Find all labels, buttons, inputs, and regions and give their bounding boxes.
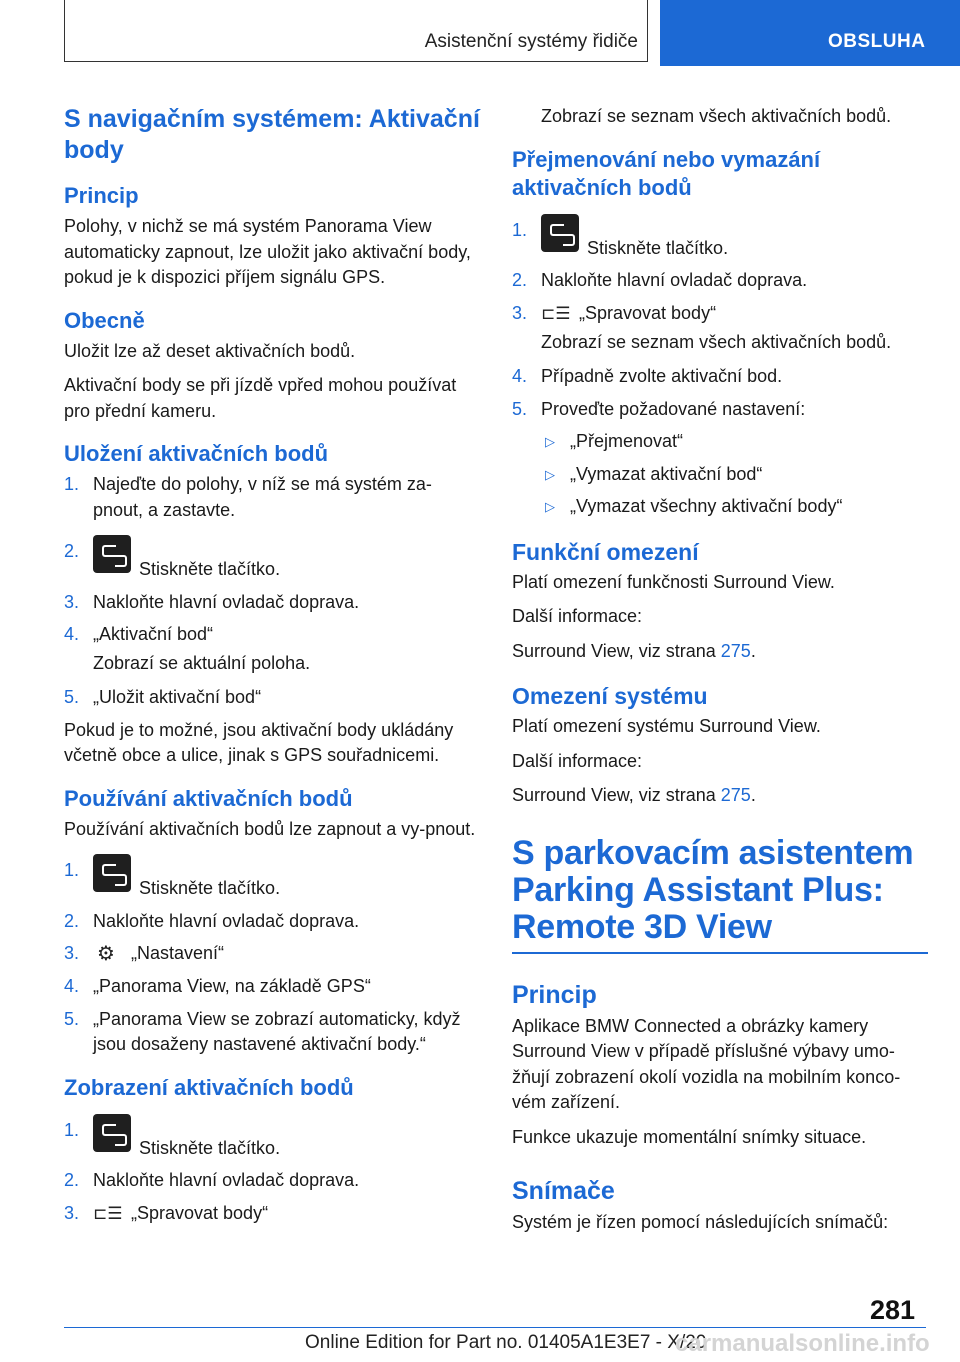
step-text: Stiskněte tlačítko. bbox=[139, 878, 281, 898]
list-item bbox=[64, 974, 480, 1000]
step-text: Nakloňte hlavní ovladač doprava. bbox=[93, 910, 360, 931]
reference-dot: . bbox=[750, 640, 756, 661]
step-number: 1. bbox=[512, 219, 528, 240]
prejmenovani-heading: Přejmenování nebo vymazání aktivačních bodů bbox=[512, 146, 821, 200]
step-number: 2. bbox=[64, 910, 80, 931]
zobrazeni-note: Zobrazí se seznam všech aktivačních bodů. bbox=[541, 106, 892, 126]
list-item bbox=[64, 622, 480, 648]
option-text: „Přejmenovat“ bbox=[570, 431, 684, 451]
reference-text: Surround View, viz strana bbox=[512, 785, 721, 805]
step-number: 1. bbox=[64, 860, 80, 880]
princip-text: Polohy, v nichž se má systém Panorama View automaticky zapnout, lze uložit jako aktivační body, pokud je k dispozici příjem signálu GPS. bbox=[64, 216, 471, 287]
footer-edition: Online Edition for Part no. 01405A1E3E7 - X/20 bbox=[305, 1332, 707, 1353]
list-item bbox=[64, 1007, 480, 1058]
step-text: „Aktivační bod“ bbox=[93, 624, 214, 644]
footer-divider bbox=[64, 1327, 926, 1328]
step-text: „Spravovat body“ bbox=[131, 1202, 269, 1223]
list-item bbox=[64, 1168, 480, 1194]
funkcni-text-2: Další informace: bbox=[512, 606, 643, 626]
step-text: „Spravovat body“ bbox=[579, 302, 717, 323]
funkcni-reference bbox=[512, 639, 928, 665]
page-link[interactable]: 275 bbox=[720, 640, 751, 661]
page-link[interactable]: 275 bbox=[720, 785, 751, 805]
step-text: Najeďte do polohy, v níž se má systém za-pnout, a zastavte. bbox=[93, 474, 432, 520]
triangle-bullet-icon: ▷ bbox=[545, 466, 555, 482]
reference-dot: . bbox=[750, 785, 756, 805]
step-text: Nakloňte hlavní ovladač doprava. bbox=[93, 591, 360, 612]
princip-2-text-1: Aplikace BMW Connected a obrázky kamery Surround View v případě příslušné výbavy umo-žňují zobrazení okolí vozidla na mobilním konco-vém zařízení. bbox=[512, 1015, 901, 1112]
chapter-title: S parkovacím asistentem Parking Assistant Plus: Remote 3D View bbox=[512, 835, 928, 954]
list-item bbox=[64, 539, 480, 583]
main-title: S navigačním systémem: Aktivační body bbox=[64, 105, 480, 164]
step-text: Nakloňte hlavní ovladač doprava. bbox=[93, 1170, 360, 1190]
princip-2-heading: Princip bbox=[512, 980, 597, 1009]
funkcni-text-1: Platí omezení funkčnosti Surround View. bbox=[512, 571, 835, 592]
step-number: 2. bbox=[64, 1170, 80, 1190]
step-number: 3. bbox=[64, 591, 80, 612]
list-icon: ⊏☰ bbox=[93, 1204, 123, 1223]
list-item bbox=[512, 397, 928, 423]
step-number: 5. bbox=[64, 687, 80, 707]
princip-heading: Princip bbox=[64, 183, 139, 208]
step-note: Zobrazí se aktuální poloha. bbox=[93, 652, 311, 673]
page-number: 281 bbox=[870, 1295, 916, 1325]
obecne-heading: Obecně bbox=[64, 307, 145, 333]
ulozeni-heading: Uložení aktivačních bodů bbox=[64, 441, 329, 466]
step-text: „Nastavení“ bbox=[131, 943, 225, 963]
step-number: 2. bbox=[64, 541, 80, 561]
step-text: Nakloňte hlavní ovladač doprava. bbox=[541, 270, 808, 290]
camera-button-icon bbox=[93, 535, 131, 573]
list-icon: ⊏☰ bbox=[541, 304, 571, 323]
step-text: Stiskněte tlačítko. bbox=[139, 1137, 281, 1158]
list-item bbox=[64, 858, 480, 902]
step-text: „Uložit aktivační bod“ bbox=[93, 687, 262, 707]
pouzivani-heading: Používání aktivačních bodů bbox=[64, 785, 353, 811]
gear-icon: ⚙ bbox=[97, 942, 115, 965]
list-item bbox=[64, 1118, 480, 1162]
header-section-title: Asistenční systémy řidiče bbox=[424, 31, 638, 52]
step-number: 5. bbox=[64, 1008, 80, 1029]
step-number: 1. bbox=[64, 1119, 80, 1140]
funkcni-heading: Funkční omezení bbox=[512, 538, 699, 565]
list-item bbox=[512, 268, 928, 294]
option-item bbox=[512, 462, 928, 488]
step-number: 4. bbox=[64, 976, 80, 996]
list-item bbox=[64, 909, 480, 935]
omezeni-heading: Omezení systému bbox=[512, 683, 708, 709]
header-tab bbox=[660, 0, 960, 66]
obecne-text-1: Uložit lze až deset aktivačních bodů. bbox=[64, 340, 356, 361]
step-text: „Panorama View se zobrazí automaticky, když jsou dosaženy nastavené aktivační body.“ bbox=[93, 1008, 461, 1054]
princip-2-text-2: Funkce ukazuje momentální snímky situace. bbox=[512, 1126, 867, 1147]
left-column bbox=[64, 100, 480, 1234]
step-number: 3. bbox=[64, 943, 80, 963]
reference-text: Surround View, viz strana bbox=[512, 640, 721, 661]
camera-button-icon bbox=[541, 214, 579, 252]
obecne-text-2: Aktivační body se při jízdě vpřed mohou používat pro přední kameru. bbox=[64, 375, 457, 421]
step-number: 3. bbox=[512, 302, 528, 323]
option-text: „Vymazat aktivační bod“ bbox=[570, 463, 763, 484]
step-number: 5. bbox=[512, 398, 528, 419]
triangle-bullet-icon: ▷ bbox=[545, 434, 555, 449]
step-number: 2. bbox=[512, 270, 528, 290]
list-item bbox=[512, 364, 928, 390]
right-column bbox=[512, 100, 928, 1245]
option-text: „Vymazat všechny aktivační body“ bbox=[570, 496, 843, 516]
step-text: Stiskněte tlačítko. bbox=[587, 237, 729, 258]
omezeni-reference bbox=[512, 783, 928, 809]
camera-button-icon bbox=[93, 1114, 131, 1152]
step-note: Zobrazí se seznam všech aktivačních bodů. bbox=[541, 331, 892, 352]
list-item bbox=[512, 218, 928, 262]
step-text: Případně zvolte aktivační bod. bbox=[541, 366, 783, 386]
ulozeni-after-text: Pokud je to možné, jsou aktivační body ukládány včetně obce a ulice, jinak s GPS souřadnicemi. bbox=[64, 719, 454, 765]
watermark: carmanualsonline.info bbox=[675, 1330, 930, 1357]
list-item bbox=[64, 941, 480, 967]
zobrazeni-heading: Zobrazení aktivačních bodů bbox=[64, 1074, 354, 1100]
omezeni-text-2: Další informace: bbox=[512, 750, 643, 771]
list-item bbox=[512, 301, 928, 327]
option-item bbox=[512, 494, 928, 520]
step-number: 1. bbox=[64, 474, 80, 494]
header-tab-label: OBSLUHA bbox=[828, 31, 926, 52]
step-number: 4. bbox=[512, 366, 528, 386]
omezeni-text-1: Platí omezení systému Surround View. bbox=[512, 716, 821, 736]
list-item bbox=[64, 1201, 480, 1227]
list-item bbox=[64, 472, 480, 523]
snimace-heading: Snímače bbox=[512, 1177, 615, 1205]
pouzivani-text: Používání aktivačních bodů lze zapnout a vy-pnout. bbox=[64, 818, 476, 839]
snimace-text: Systém je řízen pomocí následujících snímačů: bbox=[512, 1212, 889, 1232]
triangle-bullet-icon: ▷ bbox=[545, 499, 555, 514]
step-number: 3. bbox=[64, 1202, 80, 1223]
step-text: Proveďte požadované nastavení: bbox=[541, 398, 806, 419]
list-item bbox=[64, 685, 480, 711]
camera-button-icon bbox=[93, 854, 131, 892]
step-text: „Panorama View, na základě GPS“ bbox=[93, 976, 371, 996]
option-item bbox=[512, 429, 928, 455]
step-text: Stiskněte tlačítko. bbox=[139, 559, 281, 579]
list-item bbox=[64, 590, 480, 616]
step-number: 4. bbox=[64, 624, 80, 644]
